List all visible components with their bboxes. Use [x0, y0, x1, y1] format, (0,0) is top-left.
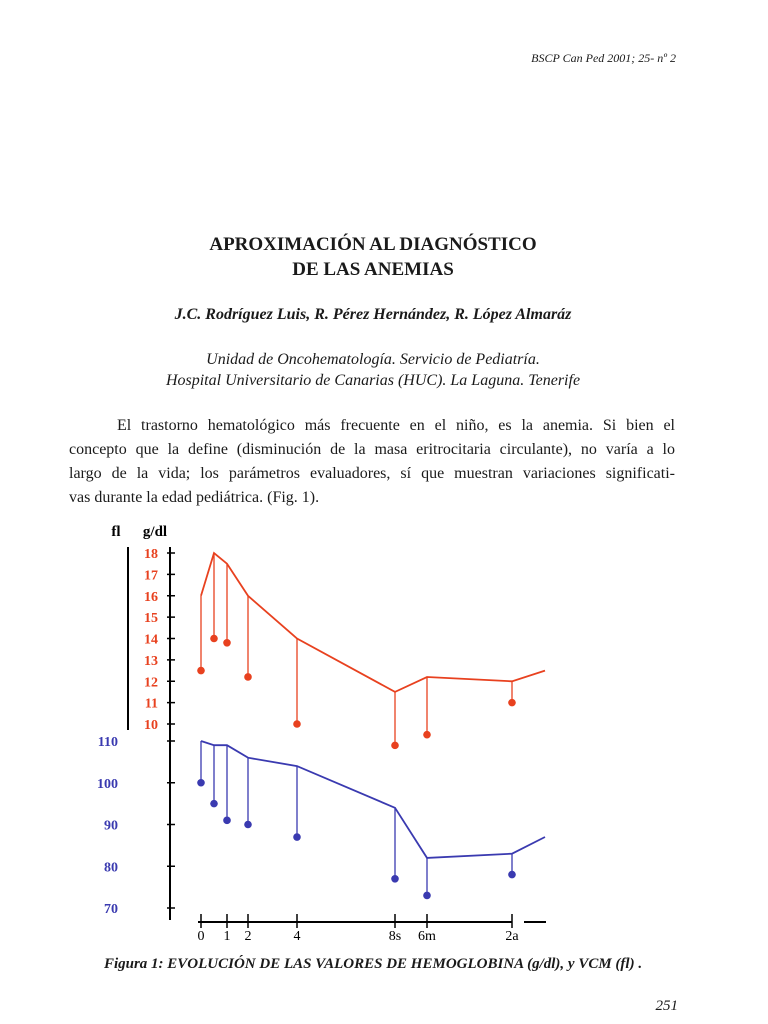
affiliation-line-1: Unidad de Oncohematología. Servicio de Pediatría. — [206, 351, 540, 368]
fl-tick-label: 100 — [97, 776, 118, 792]
affiliation — [0, 349, 746, 391]
chart-series — [197, 553, 545, 899]
article-title — [0, 232, 746, 282]
gdl-tick-label: 16 — [144, 589, 158, 605]
gdl-tick-label: 14 — [144, 632, 158, 648]
title-line-1: APROXIMACIÓN AL DIAGNÓSTICO — [209, 234, 537, 255]
journal-reference: BSCP Can Ped 2001; 25- nº 2 — [531, 51, 676, 65]
hemoglobin-lower-limit-point — [197, 667, 205, 675]
chart-axes — [128, 547, 546, 928]
gdl-tick-label: 12 — [144, 675, 158, 691]
vcm-lower-limit-point — [210, 800, 218, 808]
hemoglobin-lower-limit-point — [508, 699, 516, 707]
hemoglobin-lower-limit-point — [293, 720, 301, 728]
hemoglobin-lower-limit-point — [210, 635, 218, 643]
hemoglobin-lower-limit-point — [223, 639, 231, 647]
gdl-tick-label: 13 — [144, 653, 158, 669]
authors: J.C. Rodríguez Luis, R. Pérez Hernández, R. López Almaráz — [174, 306, 572, 323]
vcm-lower-limit-point — [223, 817, 231, 825]
gdl-tick-label: 15 — [144, 611, 158, 627]
x-tick-label: 0 — [197, 929, 205, 944]
paragraph-line: largo de la vida; los parámetros evaluadores, sí que muestran variaciones significati- — [69, 465, 675, 482]
x-tick-label: 4 — [293, 929, 301, 944]
paragraph-line: concepto que la define (disminución de la masa eritrocitaria circulante), no varía a lo — [69, 441, 675, 458]
vcm-lower-limit-point — [244, 821, 252, 829]
gdl-axis-label: g/dl — [142, 524, 168, 540]
fl-tick-label: 110 — [97, 735, 118, 750]
vcm-lower-limit-point — [293, 833, 301, 841]
chart-labels — [97, 524, 519, 944]
gdl-tick-label: 10 — [144, 718, 158, 733]
gdl-tick-label: 11 — [144, 696, 158, 712]
fl-tick-label: 70 — [104, 902, 118, 917]
x-tick-label: 1 — [223, 929, 231, 944]
fl-tick-label: 80 — [104, 860, 118, 876]
figure-chart — [0, 510, 768, 950]
hemoglobin-mean-line — [201, 553, 545, 692]
affiliation-line-2: Hospital Universitario de Canarias (HUC). La Laguna. Tenerife — [165, 372, 581, 389]
x-tick-label: 8s — [388, 929, 402, 944]
x-tick-label: 2 — [244, 929, 252, 944]
vcm-lower-limit-point — [391, 875, 399, 883]
paragraph-line: El trastorno hematológico más frecuente en el niño, es la anemia. Si bien el — [117, 417, 675, 434]
hemoglobin-lower-limit-point — [391, 742, 399, 750]
hemoglobin-lower-limit-point — [244, 673, 252, 681]
hemoglobin-lower-limit-point — [423, 731, 431, 739]
intro-paragraph — [69, 414, 675, 510]
vcm-lower-limit-point — [197, 779, 205, 787]
vcm-lower-limit-point — [423, 892, 431, 900]
figure-caption: Figura 1: EVOLUCIÓN DE LAS VALORES DE HEMOGLOBINA (g/dl), y VCM (fl) . — [103, 956, 643, 972]
page-number: 251 — [655, 998, 678, 1014]
vcm-lower-limit-point — [508, 871, 516, 879]
x-tick-label: 2a — [505, 929, 519, 944]
vcm-mean-line — [201, 741, 545, 858]
title-line-2: DE LAS ANEMIAS — [292, 259, 454, 280]
gdl-tick-label: 18 — [144, 547, 158, 562]
x-tick-label: 6m — [418, 929, 436, 944]
fl-tick-label: 90 — [104, 818, 118, 834]
paragraph-line: vas durante la edad pediátrica. (Fig. 1). — [69, 489, 320, 506]
gdl-tick-label: 17 — [144, 568, 158, 584]
fl-axis-label: fl — [111, 524, 121, 540]
